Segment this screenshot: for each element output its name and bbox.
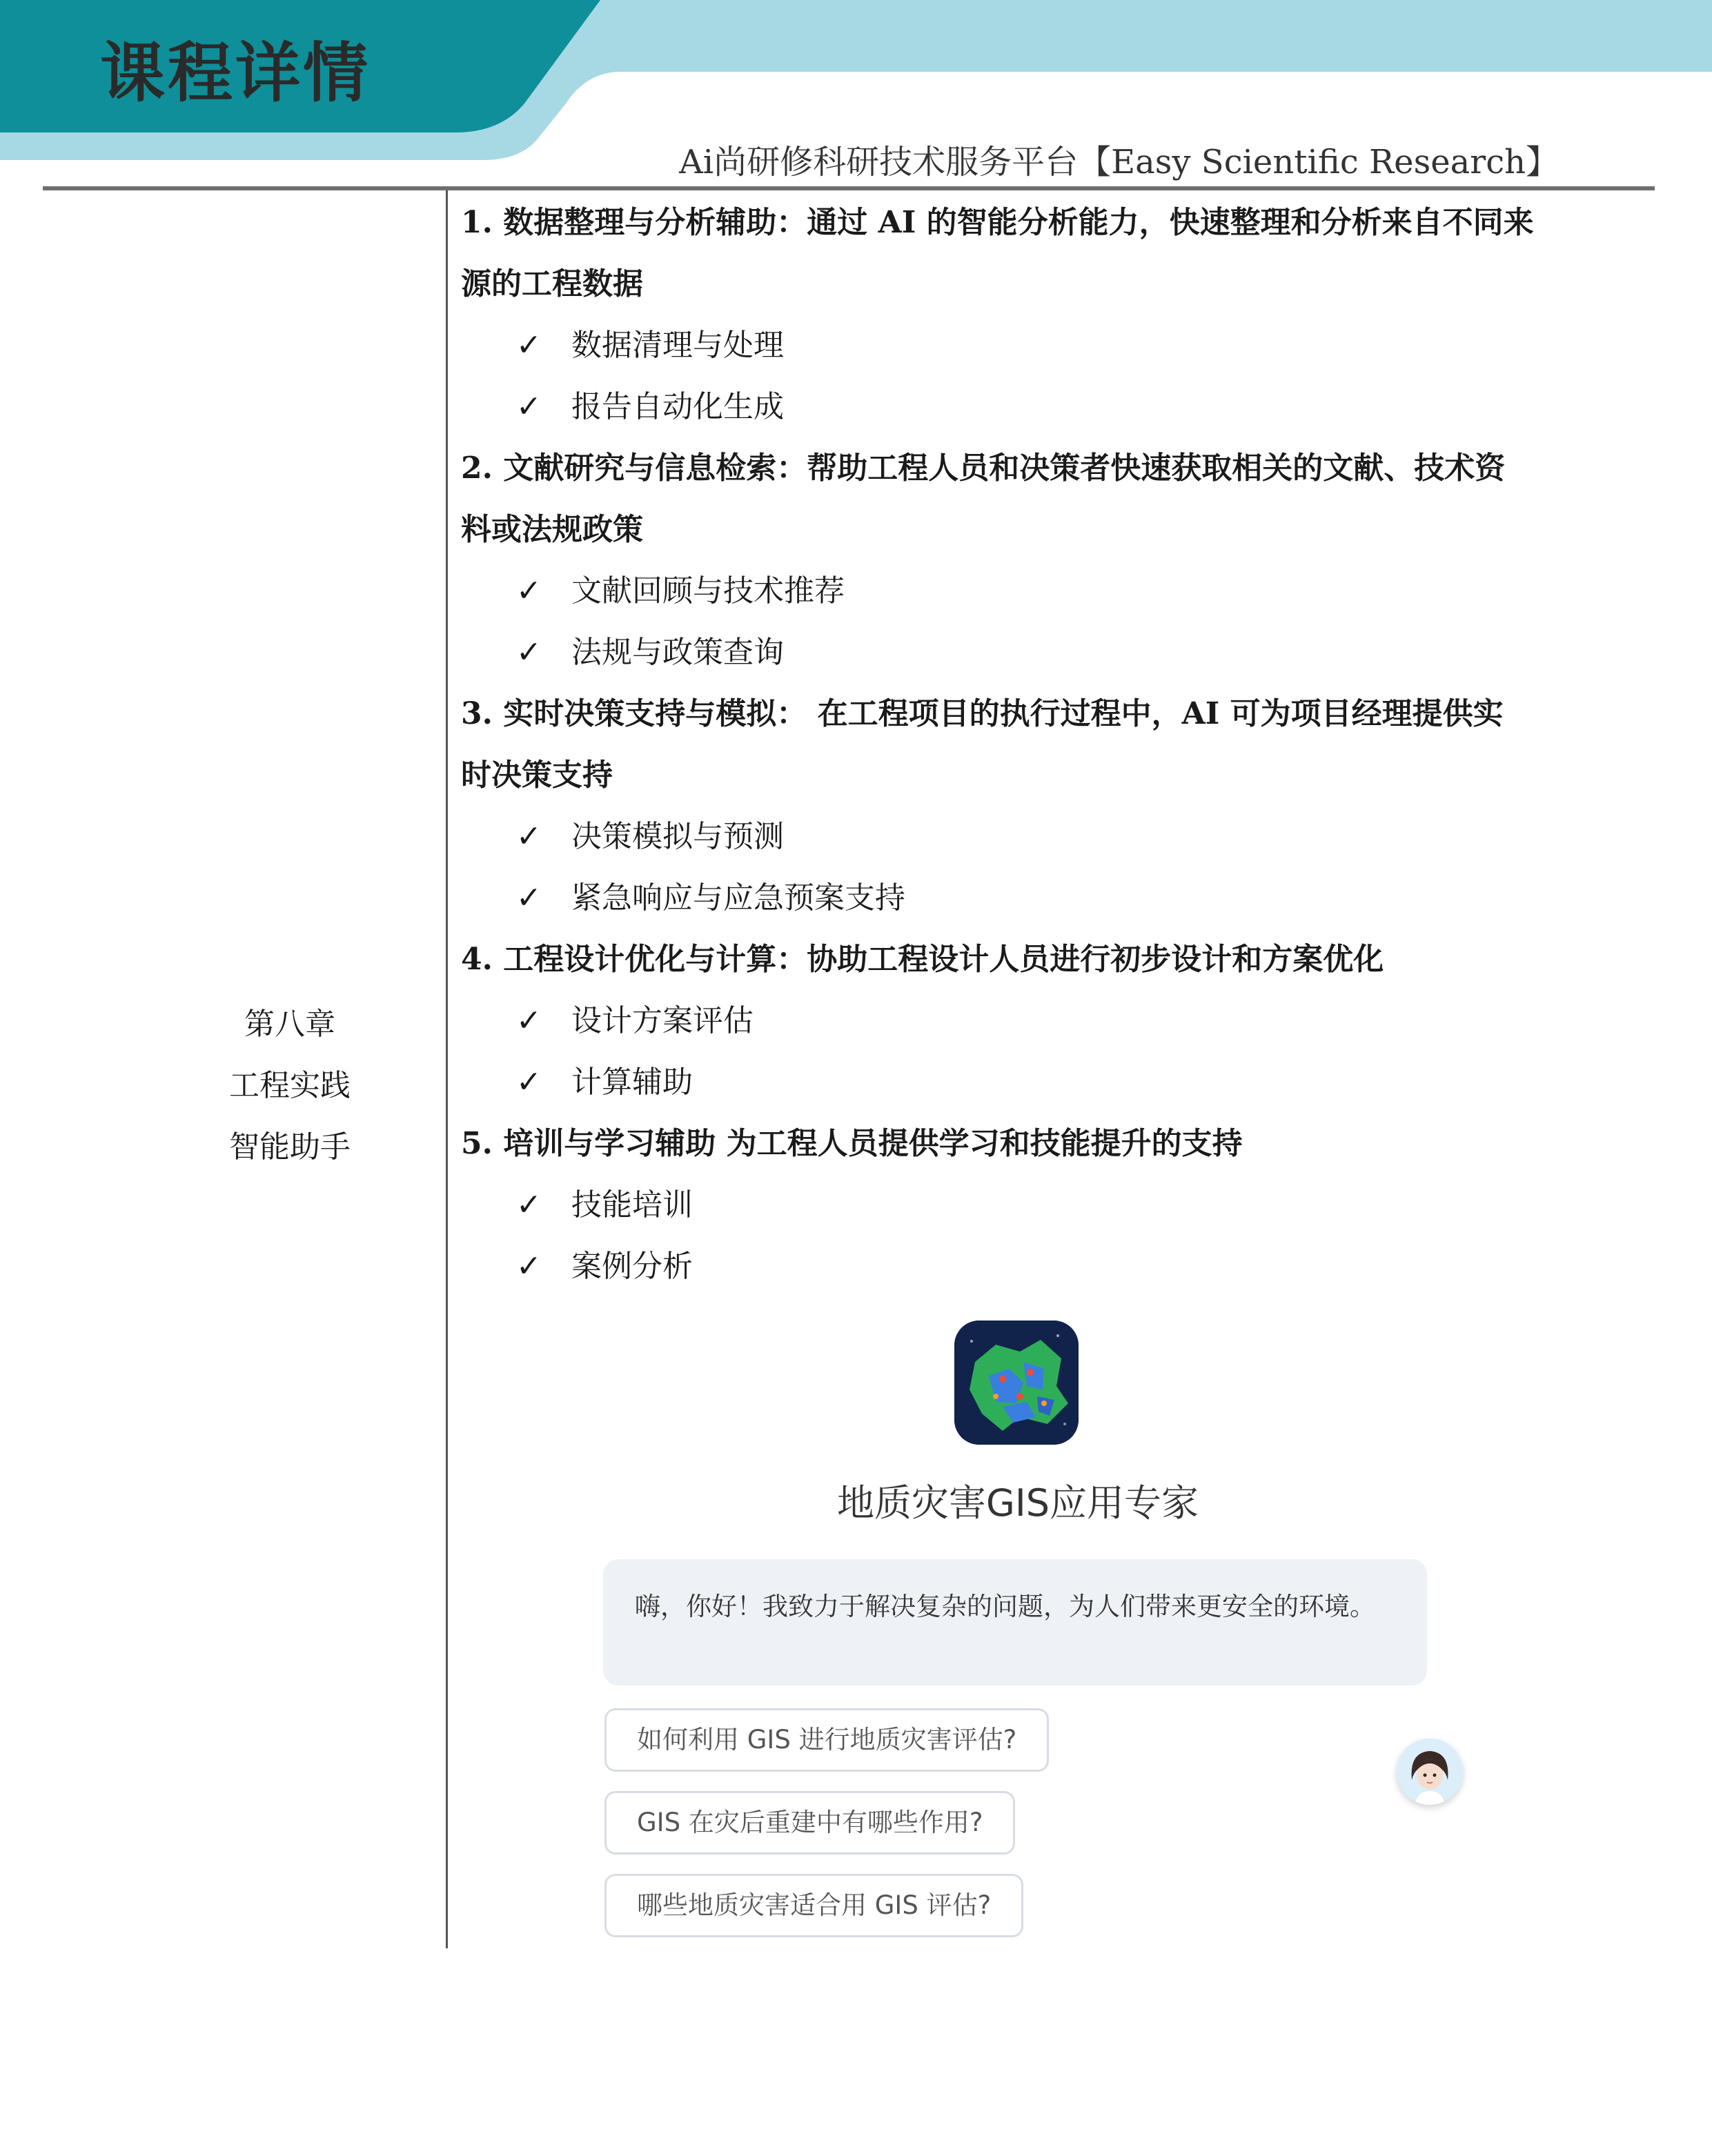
check-icon: ✓ — [516, 573, 542, 609]
header-divider — [43, 186, 1655, 190]
sub-item — [461, 1051, 1565, 1113]
map-app-icon — [954, 1321, 1079, 1445]
sub-item — [461, 376, 1565, 437]
chapter-subtopic: 智能助手 — [229, 1129, 351, 1165]
sub-item — [461, 990, 1565, 1051]
item-heading-cont: 料或法规政策 — [461, 512, 643, 547]
sub-item — [461, 622, 1565, 683]
column-divider — [446, 190, 448, 1948]
check-icon: ✓ — [516, 1003, 542, 1038]
sub-item — [461, 1236, 1565, 1297]
sub-item-label: 案例分析 — [571, 1249, 693, 1284]
suggestion-chip-3[interactable]: 哪些地质灾害适合用 GIS 评估? — [604, 1874, 1023, 1937]
greeting-message: 嗨，你好！我致力于解决复杂的问题，为人们带来更安全的环境。 — [603, 1559, 1427, 1685]
platform-name: Ai尚研修科研技术服务平台【Easy Scientific Research】 — [679, 143, 1559, 181]
assistant-avatar-icon[interactable] — [1397, 1739, 1463, 1805]
sub-item — [461, 315, 1565, 376]
page-title: 课程详情 — [100, 36, 371, 111]
chapter-number: 第八章 — [244, 1007, 335, 1042]
sub-item-label: 数据清理与处理 — [571, 328, 784, 363]
check-icon: ✓ — [516, 819, 542, 854]
suggestion-chip-2[interactable]: GIS 在灾后重建中有哪些作用? — [604, 1791, 1015, 1855]
chapter-topic: 工程实践 — [229, 1068, 351, 1103]
app-title: 地质灾害GIS应用专家 — [836, 1481, 1199, 1525]
item-heading-cont: 时决策支持 — [461, 758, 613, 793]
sub-item — [461, 867, 1565, 929]
sub-item-label: 文献回顾与技术推荐 — [571, 573, 845, 609]
sub-item — [461, 560, 1565, 622]
item-heading: 4. 工程设计优化与计算：协助工程设计人员进行初步设计和方案优化 — [461, 942, 1384, 977]
check-icon: ✓ — [516, 1249, 542, 1284]
sub-item-label: 紧急响应与应急预案支持 — [571, 880, 905, 916]
suggestion-chip-1[interactable]: 如何利用 GIS 进行地质灾害评估? — [604, 1708, 1049, 1772]
sub-item — [461, 806, 1565, 867]
check-icon: ✓ — [516, 880, 542, 916]
item-heading: 2. 文献研究与信息检索：帮助工程人员和决策者快速获取相关的文献、技术资 — [461, 451, 1506, 486]
sub-item-label: 法规与政策查询 — [571, 635, 784, 670]
course-content — [461, 192, 1565, 1297]
check-icon: ✓ — [516, 389, 542, 424]
item-heading-cont: 源的工程数据 — [461, 266, 643, 301]
chapter-label — [166, 993, 414, 1178]
check-icon: ✓ — [516, 635, 542, 670]
item-heading: 5. 培训与学习辅助 为工程人员提供学习和技能提升的支持 — [461, 1126, 1243, 1161]
sub-item-label: 决策模拟与预测 — [571, 819, 784, 854]
sub-item-label: 计算辅助 — [571, 1065, 693, 1100]
sub-item-label: 技能培训 — [571, 1187, 693, 1223]
check-icon: ✓ — [516, 1065, 542, 1100]
sub-item-label: 设计方案评估 — [571, 1003, 754, 1038]
check-icon: ✓ — [516, 1187, 542, 1223]
item-heading: 1. 数据整理与分析辅助：通过 AI 的智能分析能力，快速整理和分析来自不同来 — [461, 205, 1534, 240]
check-icon: ✓ — [516, 328, 542, 363]
sub-item-label: 报告自动化生成 — [571, 389, 784, 424]
item-heading: 3. 实时决策支持与模拟： 在工程项目的执行过程中，AI 可为项目经理提供实 — [461, 696, 1504, 731]
sub-item — [461, 1174, 1565, 1236]
